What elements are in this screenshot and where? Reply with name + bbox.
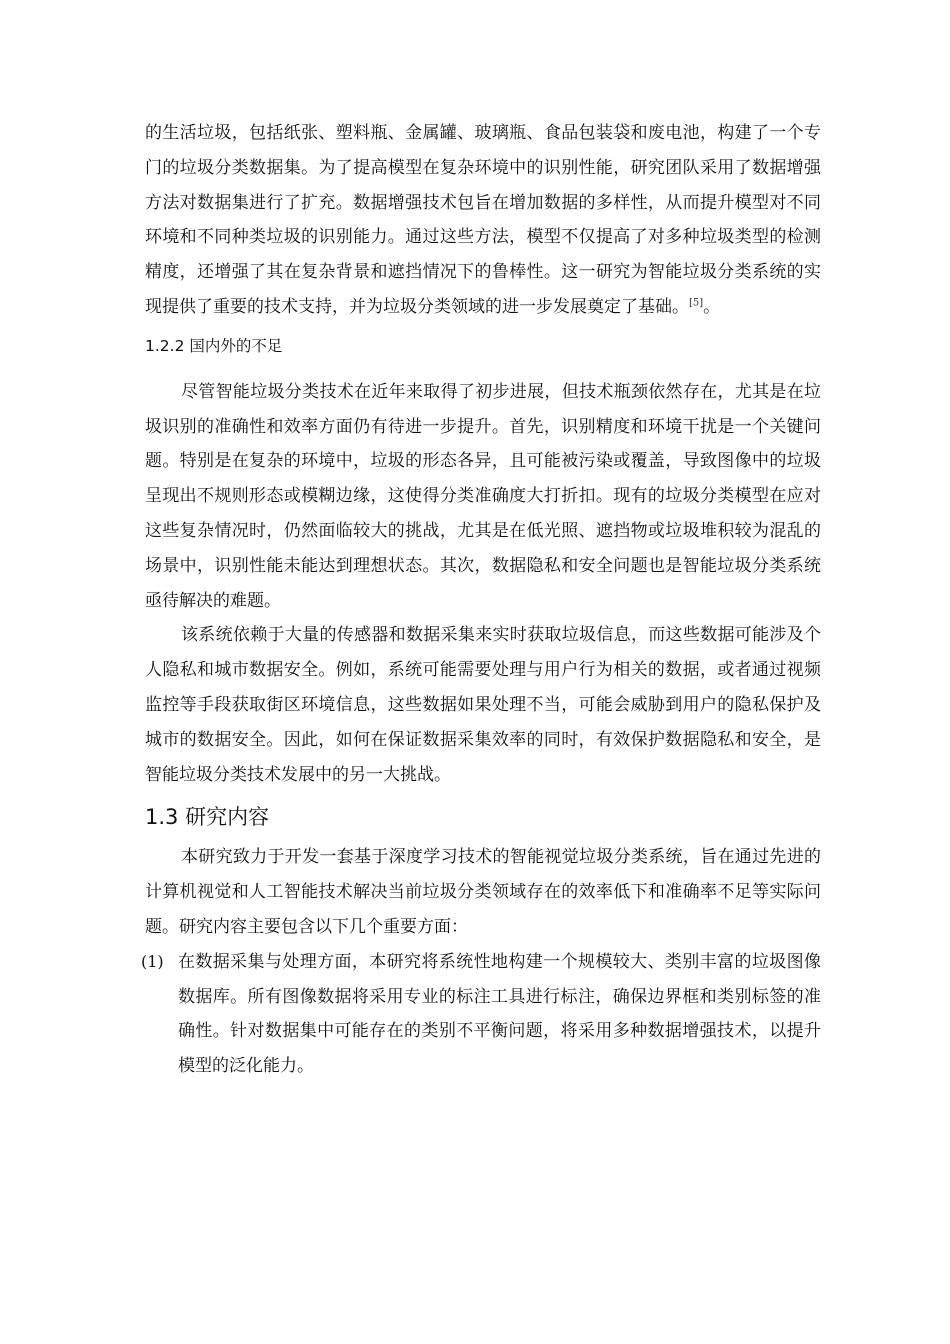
section-heading-1-3: 1.3 研究内容 — [145, 805, 270, 830]
list-item-1 — [141, 945, 821, 1084]
paragraph-shortcomings-1: 尽管智能垃圾分类技术在近年来取得了初步进展，但技术瓶颈依然存在，尤其是在垃圾识别的准确性和效率方面仍有待进一步提升。首先，识别精度和环境干扰是一个关键问题。特别是在复杂的环境中，垃圾的形态各异，且可能被污染或覆盖，导致图像中的垃圾呈现出不规则形态或模糊边缘，这使得分类准确度大打折扣。现有的垃圾分类模型在应对这些复杂情况时，仍然面临较大的挑战，尤其是在低光照、遮挡物或垃圾堆积较为混乱的场景中，识别性能未能达到理想状态。其次，数据隐私和安全问题也是智能垃圾分类系统亟待解决的难题。 — [145, 381, 821, 611]
list-item-number: (1) — [141, 951, 164, 971]
paragraph-shortcomings-2: 该系统依赖于大量的传感器和数据采集来实时获取垃圾信息，而这些数据可能涉及个人隐私和城市数据安全。例如，系统可能需要处理与用户行为相关的数据，或者通过视频监控等手段获取街区环境信息，这些数据如果处理不当，可能会威胁到用户的隐私保护及城市的数据安全。因此，如何在保证数据采集效率的同时，有效保护数据隐私和安全，是智能垃圾分类技术发展中的另一大挑战。 — [145, 625, 821, 785]
section-heading-1-2-2: 1.2.2 国内外的不足 — [145, 336, 283, 355]
citation-reference[interactable]: [5] — [689, 297, 704, 309]
list-item-text: 在数据采集与处理方面，本研究将系统性地构建一个规模较大、类别丰富的垃圾图像数据库。所有图像数据将采用专业的标注工具进行标注，确保边界框和类别标签的准确性。针对数据集中可能存在的类别不平衡问题，将采用多种数据增强技术，以提升模型的泛化能力。 — [178, 951, 821, 1077]
paragraph-dataset-continuation — [145, 116, 821, 325]
paragraph-research-intro: 本研究致力于开发一套基于深度学习技术的智能视觉垃圾分类系统，旨在通过先进的计算机视觉和人工智能技术解决当前垃圾分类领域存在的效率低下和准确率不足等实际问题。研究内容主要包含以下几个重要方面： — [145, 847, 821, 937]
document-page — [141, 116, 821, 1084]
paragraph-end: 。 — [703, 296, 721, 317]
paragraph-text: 的生活垃圾，包括纸张、塑料瓶、金属罐、玻璃瓶、食品包装袋和废电池，构建了一个专门的垃圾分类数据集。为了提高模型在复杂环境中的识别性能，研究团队采用了数据增强方法对数据集进行了扩充。数据增强技术包旨在增加数据的多样性，从而提升模型对不同环境和不同种类垃圾的识别能力。通过这些方法，模型不仅提高了对多种垃圾类型的检测精度，还增强了其在复杂背景和遮挡情况下的鲁棒性。这一研究为智能垃圾分类系统的实现提供了重要的技术支持，并为垃圾分类领域的进一步发展奠定了基础。 — [145, 123, 821, 317]
